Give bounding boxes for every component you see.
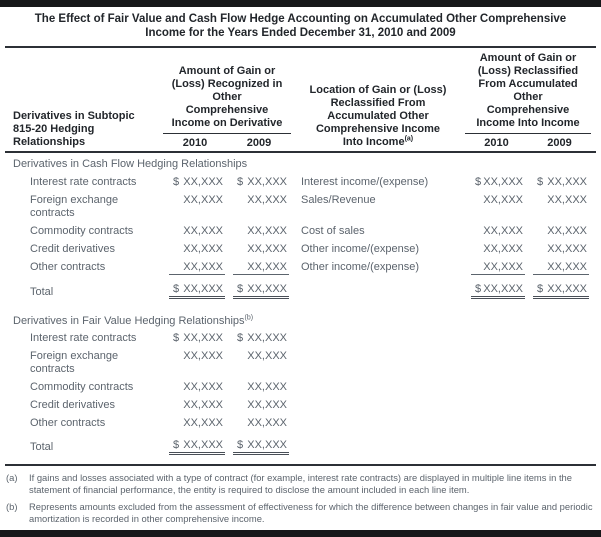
empty-cell	[291, 415, 465, 433]
amount-cell	[233, 176, 289, 189]
section-header-fair-value: Derivatives in Fair Value Hedging Relationships$^{(b)}$	[13, 313, 254, 327]
amount-value: XX,XXX	[247, 193, 287, 206]
empty-cell	[533, 381, 589, 394]
amount-value: XX,XXX	[183, 438, 223, 451]
amount-cell	[169, 332, 225, 345]
total-amount-cell	[471, 282, 525, 299]
row-label: Interest rate contracts	[30, 175, 137, 188]
currency-symbol: $	[475, 175, 482, 188]
column-header-location-text: Location of Gain or (Loss) Reclassified From Accumulated Other Comprehensive Income Into Income	[309, 84, 447, 148]
empty-cell	[533, 399, 589, 412]
year-header-2009: 2009	[246, 137, 272, 149]
amount-value: XX,XXX	[547, 242, 587, 255]
footnote-a-text: If gains and losses associated with a type of contract (for example, interest rate contracts) are displayed in multiple line items in the statement of financial performance, the entity is required to disclose the amount included in each line item.	[29, 472, 572, 495]
amount-value: XX,XXX	[547, 283, 587, 295]
footnote-b-text: Represents amounts excluded from the assessment of effectiveness for which the difference between changes in fair value and periodic amortization is recorded in other comprehensive income.	[29, 501, 593, 524]
amount-value: XX,XXX	[247, 242, 287, 255]
amount-value: XX,XXX	[483, 260, 523, 273]
amount-value: XX,XXX	[247, 260, 287, 273]
empty-cell	[471, 399, 525, 412]
amount-cell	[169, 399, 225, 412]
amount-cell	[233, 399, 289, 412]
amount-cell	[471, 225, 525, 238]
table-header	[8, 52, 593, 151]
amount-value: XX,XXX	[247, 417, 287, 429]
year-header-2010: 2010	[182, 137, 208, 149]
amount-value: XX,XXX	[183, 193, 223, 206]
currency-symbol: $	[537, 283, 544, 295]
empty-cell	[291, 379, 465, 397]
location-cell: Interest income/(expense)	[301, 175, 429, 188]
footnote-b	[6, 501, 593, 525]
amount-value: XX,XXX	[247, 332, 287, 344]
footnote-ref-a: (a)	[404, 135, 414, 143]
empty-cell	[471, 438, 525, 455]
column-header-location	[291, 84, 465, 151]
empty-cell	[291, 282, 465, 302]
location-cell: Sales/Revenue	[301, 193, 376, 206]
empty-cell	[471, 350, 525, 376]
currency-symbol: $	[173, 283, 180, 295]
amount-cell	[533, 261, 589, 275]
amount-cell	[233, 381, 289, 394]
row-label: Commodity contracts	[30, 381, 134, 393]
currency-symbol: $	[537, 175, 544, 188]
section-header-cash-flow: Derivatives in Cash Flow Hedging Relationships	[13, 158, 248, 170]
amount-cell	[233, 194, 289, 220]
currency-symbol: $	[173, 332, 180, 344]
amount-value: XX,XXX	[183, 332, 223, 344]
empty-cell	[291, 348, 465, 379]
amount-value: XX,XXX	[247, 224, 287, 237]
empty-cell	[471, 381, 525, 394]
currency-symbol: $	[237, 332, 244, 344]
amount-cell	[471, 194, 525, 220]
empty-cell	[291, 438, 465, 458]
amount-cell	[169, 417, 225, 430]
amount-cell	[169, 243, 225, 256]
report-title: The Effect of Fair Value and Cash Flow Hedge Accounting on Accumulated Other Comprehensive Income for the Years Ended December 31, 2010 and 2009	[5, 7, 596, 48]
empty-cell	[533, 332, 589, 345]
amount-value: XX,XXX	[247, 350, 287, 362]
amount-value: XX,XXX	[547, 260, 587, 273]
amount-value: XX,XXX	[247, 438, 287, 451]
amount-cell	[233, 225, 289, 238]
amount-value: XX,XXX	[183, 283, 223, 295]
currency-symbol: $	[475, 283, 482, 295]
amount-cell	[233, 417, 289, 430]
amount-cell	[233, 261, 289, 275]
column-header-derivatives: Derivatives in Subtopic 815-20 Hedging Relationships	[13, 110, 135, 148]
amount-cell	[169, 225, 225, 238]
total-amount-cell	[533, 282, 589, 299]
amount-cell	[533, 243, 589, 256]
amount-value: XX,XXX	[247, 399, 287, 411]
column-group-reclassified-title: Amount of Gain or (Loss) Reclassified From Accumulated Other Comprehensive Income Into Income	[476, 52, 580, 129]
amount-cell	[169, 261, 225, 275]
empty-cell	[471, 332, 525, 345]
row-label: Commodity contracts	[30, 224, 134, 237]
location-cell: Other income/(expense)	[301, 260, 419, 273]
amount-cell	[233, 332, 289, 345]
amount-cell	[533, 194, 589, 220]
currency-symbol: $	[173, 175, 180, 188]
total-amount-cell	[169, 282, 225, 299]
total-amount-cell	[233, 438, 289, 455]
amount-value: XX,XXX	[483, 283, 523, 295]
amount-cell	[471, 261, 525, 275]
total-amount-cell	[169, 438, 225, 455]
empty-cell	[533, 350, 589, 376]
amount-value: XX,XXX	[183, 175, 223, 188]
amount-value: XX,XXX	[547, 193, 587, 206]
footnote-a	[6, 472, 593, 496]
empty-cell	[533, 438, 589, 455]
amount-cell	[471, 176, 525, 189]
amount-value: XX,XXX	[483, 242, 523, 255]
amount-value: XX,XXX	[247, 283, 287, 295]
footnotes	[0, 466, 601, 525]
currency-symbol: $	[237, 438, 244, 451]
column-group-recognized-title: Amount of Gain or (Loss) Recognized in Other Comprehensive Income on Derivative	[171, 65, 283, 129]
amount-cell	[233, 243, 289, 256]
amount-cell	[169, 350, 225, 376]
currency-symbol: $	[237, 283, 244, 295]
row-label: Credit derivatives	[30, 242, 115, 255]
amount-value: XX,XXX	[483, 193, 523, 206]
empty-cell	[471, 417, 525, 430]
location-cell: Cost of sales	[301, 224, 365, 237]
amount-cell	[169, 176, 225, 189]
column-group-reclassified	[465, 52, 591, 151]
year-row-group2	[465, 133, 591, 151]
amount-cell	[169, 381, 225, 394]
amount-cell	[233, 350, 289, 376]
row-label: Foreign exchange contracts	[30, 193, 119, 219]
footnote-a-marker: (a)	[6, 472, 18, 483]
amount-value: XX,XXX	[183, 399, 223, 411]
amount-value: XX,XXX	[183, 242, 223, 255]
total-label: Total	[30, 441, 54, 453]
amount-value: XX,XXX	[247, 175, 287, 188]
row-label: Other contracts	[30, 417, 106, 429]
row-label: Interest rate contracts	[30, 332, 137, 344]
amount-value: XX,XXX	[247, 381, 287, 393]
table-body	[8, 153, 593, 457]
footnote-b-marker: (b)	[6, 501, 18, 512]
total-amount-cell	[233, 282, 289, 299]
amount-value: XX,XXX	[183, 350, 223, 362]
amount-cell	[533, 176, 589, 189]
amount-value: XX,XXX	[483, 224, 523, 237]
amount-value: XX,XXX	[483, 175, 523, 188]
amount-cell	[533, 225, 589, 238]
amount-value: XX,XXX	[547, 224, 587, 237]
amount-value: XX,XXX	[183, 417, 223, 429]
amount-value: XX,XXX	[547, 175, 587, 188]
empty-cell	[291, 397, 465, 415]
year-header-2010: 2010	[484, 137, 509, 149]
amount-cell	[471, 243, 525, 256]
amount-value: XX,XXX	[183, 381, 223, 393]
empty-cell	[533, 417, 589, 430]
year-row-group1	[163, 133, 291, 151]
year-header-2009: 2009	[547, 137, 572, 149]
row-label: Credit derivatives	[30, 399, 115, 411]
empty-cell	[291, 330, 465, 348]
currency-symbol: $	[173, 438, 180, 451]
row-label: Other contracts	[30, 260, 106, 273]
location-cell: Other income/(expense)	[301, 242, 419, 255]
row-label: Foreign exchange contracts	[30, 350, 119, 375]
amount-value: XX,XXX	[183, 260, 223, 273]
footnote-ref-b: (b)	[244, 313, 254, 321]
total-label: Total	[30, 285, 54, 298]
amount-cell	[169, 194, 225, 220]
amount-value: XX,XXX	[183, 224, 223, 237]
column-group-recognized	[163, 65, 291, 151]
currency-symbol: $	[237, 175, 244, 188]
